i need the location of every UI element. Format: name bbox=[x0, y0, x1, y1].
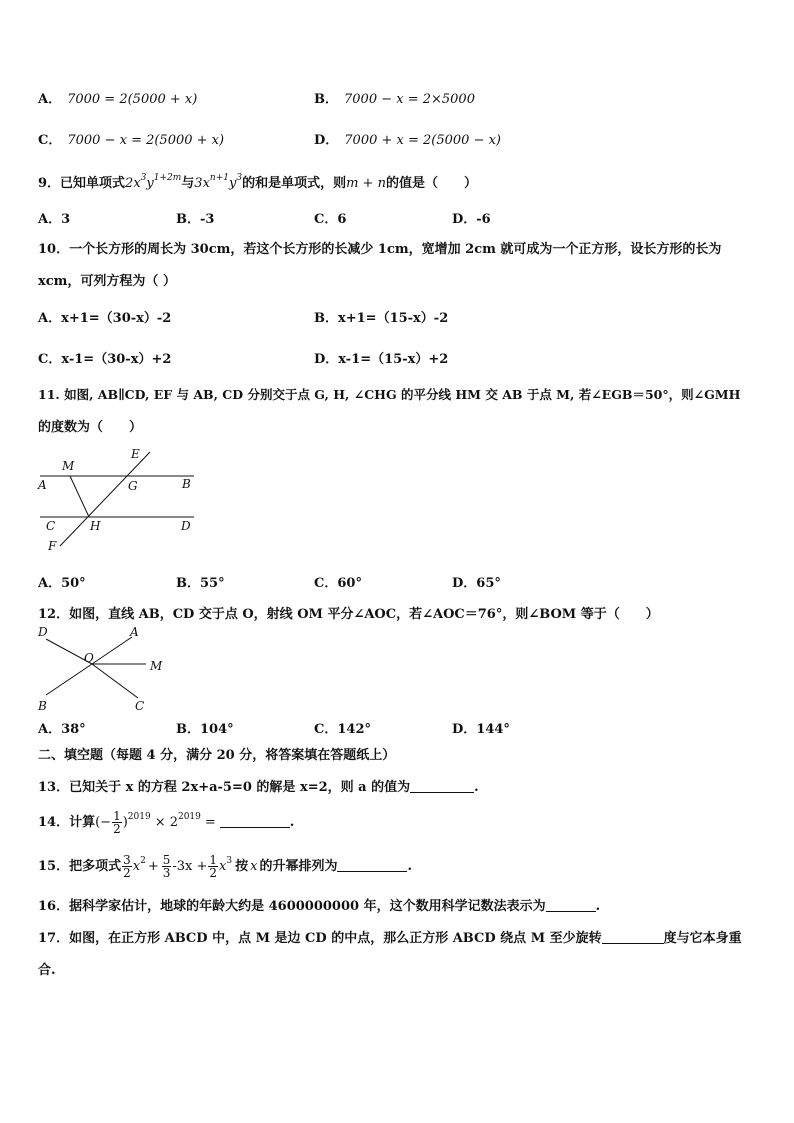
q12-option-a: A．38° bbox=[38, 722, 86, 737]
q17-answer-blank bbox=[602, 931, 664, 944]
q12-figure bbox=[34, 622, 174, 714]
label-a: A bbox=[130, 625, 139, 639]
q9-option-b: B．-3 bbox=[176, 212, 215, 227]
label-g: G bbox=[128, 479, 138, 493]
q13-answer-blank bbox=[410, 780, 474, 793]
q9-option-d: D．-6 bbox=[452, 212, 491, 227]
q11-option-a: A．50° bbox=[38, 576, 86, 591]
label-e: E bbox=[131, 447, 140, 461]
q11-stem-line1: 11. 如图, AB∥CD, EF 与 AB, CD 分别交于点 G, H, ∠CHG 的平分线 HM 交 AB 于点 M, 若∠EGB＝50°，则∠GMH bbox=[38, 387, 741, 402]
q17-stem-line2: 合. bbox=[38, 963, 56, 978]
line-hm bbox=[70, 476, 89, 517]
q16-stem: 16．据科学家估计，地球的年龄大约是 4600000000 年，这个数用科学记数法表示为 . bbox=[38, 899, 601, 914]
label-b: B bbox=[38, 699, 47, 713]
q14-answer-blank bbox=[220, 815, 290, 828]
label-m: M bbox=[62, 459, 75, 473]
section-2-heading: 二、填空题（每题 4 分，满分 20 分，将答案填在答题纸上） bbox=[38, 748, 396, 763]
q9-option-a: A．3 bbox=[38, 212, 71, 227]
q12-stem: 12．如图，直线 AB，CD 交于点 O，射线 OM 平分∠AOC，若∠AOC＝76°，则∠BOM 等于（ ） bbox=[38, 607, 659, 622]
q11-figure bbox=[34, 444, 204, 556]
line-ob bbox=[46, 664, 92, 695]
label-o: O bbox=[84, 651, 94, 665]
q17-stem-line1: 17．如图，在正方形 ABCD 中，点 M 是边 CD 的中点，那么正方形 ABCD 绕点 M 至少旋转 度与它本身重 bbox=[38, 931, 742, 946]
line-oa bbox=[92, 637, 132, 664]
q10-stem-line1: 10．一个长方形的周长为 30cm，若这个长方形的长减少 1cm，宽增加 2cm 就可成为一个正方形，设长方形的长为 bbox=[38, 242, 722, 257]
q9-stem: 9．已知单项式$2x^3y^{1+2m}$与$3x^{n+1}y^3$的和是单项式，则m + n的值是（ ） bbox=[38, 173, 477, 191]
q8-option-a: A． 7000 = 2(5000 + x) bbox=[38, 92, 198, 107]
q10-option-a: A．x+1=（30-x）-2 bbox=[38, 311, 172, 326]
q11-option-d: D．65° bbox=[452, 576, 501, 591]
label-c: C bbox=[46, 519, 56, 533]
label-b: B bbox=[182, 477, 191, 491]
q14-stem: 14．计算(− $\frac{1}{2}$ )$^{2019} \times 2^{2019}$ = . bbox=[38, 809, 295, 836]
label-d: D bbox=[181, 519, 191, 533]
label-c: C bbox=[135, 699, 145, 713]
q10-option-d: D．x-1=（15-x）+2 bbox=[314, 352, 449, 367]
q10-stem-line2: xcm，可列方程为（ ） bbox=[38, 274, 176, 289]
label-a: A bbox=[38, 478, 47, 492]
q10-option-c: C．x-1=（30-x）+2 bbox=[38, 352, 172, 367]
q11-option-c: C．60° bbox=[314, 576, 362, 591]
q13-stem: 13．已知关于 x 的方程 2x+a-5=0 的解是 x=2，则 a 的值为 . bbox=[38, 780, 479, 795]
line-oc bbox=[92, 664, 138, 698]
q8-option-b: B． 7000 − x = 2×5000 bbox=[314, 92, 475, 107]
label-f: F bbox=[48, 539, 57, 553]
q12-option-d: D．144° bbox=[452, 722, 510, 737]
label-h: H bbox=[90, 519, 101, 533]
q11-stem-line2: 的度数为（ ） bbox=[38, 420, 143, 435]
label-m: M bbox=[150, 659, 163, 673]
q15-stem: 15．把多项式 $\frac{3}{2}$ $x^2$ + $\frac{5}{3}$ -3x + $\frac{1}{2}$ $x^3$ 按 x 的升幂排列为 . bbox=[38, 853, 413, 880]
q10-option-b: B．x+1=（15-x）-2 bbox=[314, 311, 449, 326]
q15-answer-blank bbox=[337, 859, 407, 872]
q11-option-b: B．55° bbox=[176, 576, 225, 591]
label-d: D bbox=[38, 625, 48, 639]
q12-option-c: C．142° bbox=[314, 722, 371, 737]
q8-option-d: D． 7000 + x = 2(5000 − x) bbox=[314, 133, 501, 148]
q8-option-c: C． 7000 − x = 2(5000 + x) bbox=[38, 133, 225, 148]
q12-option-b: B．104° bbox=[176, 722, 234, 737]
q9-option-c: C．6 bbox=[314, 212, 347, 227]
q16-answer-blank bbox=[546, 899, 596, 912]
